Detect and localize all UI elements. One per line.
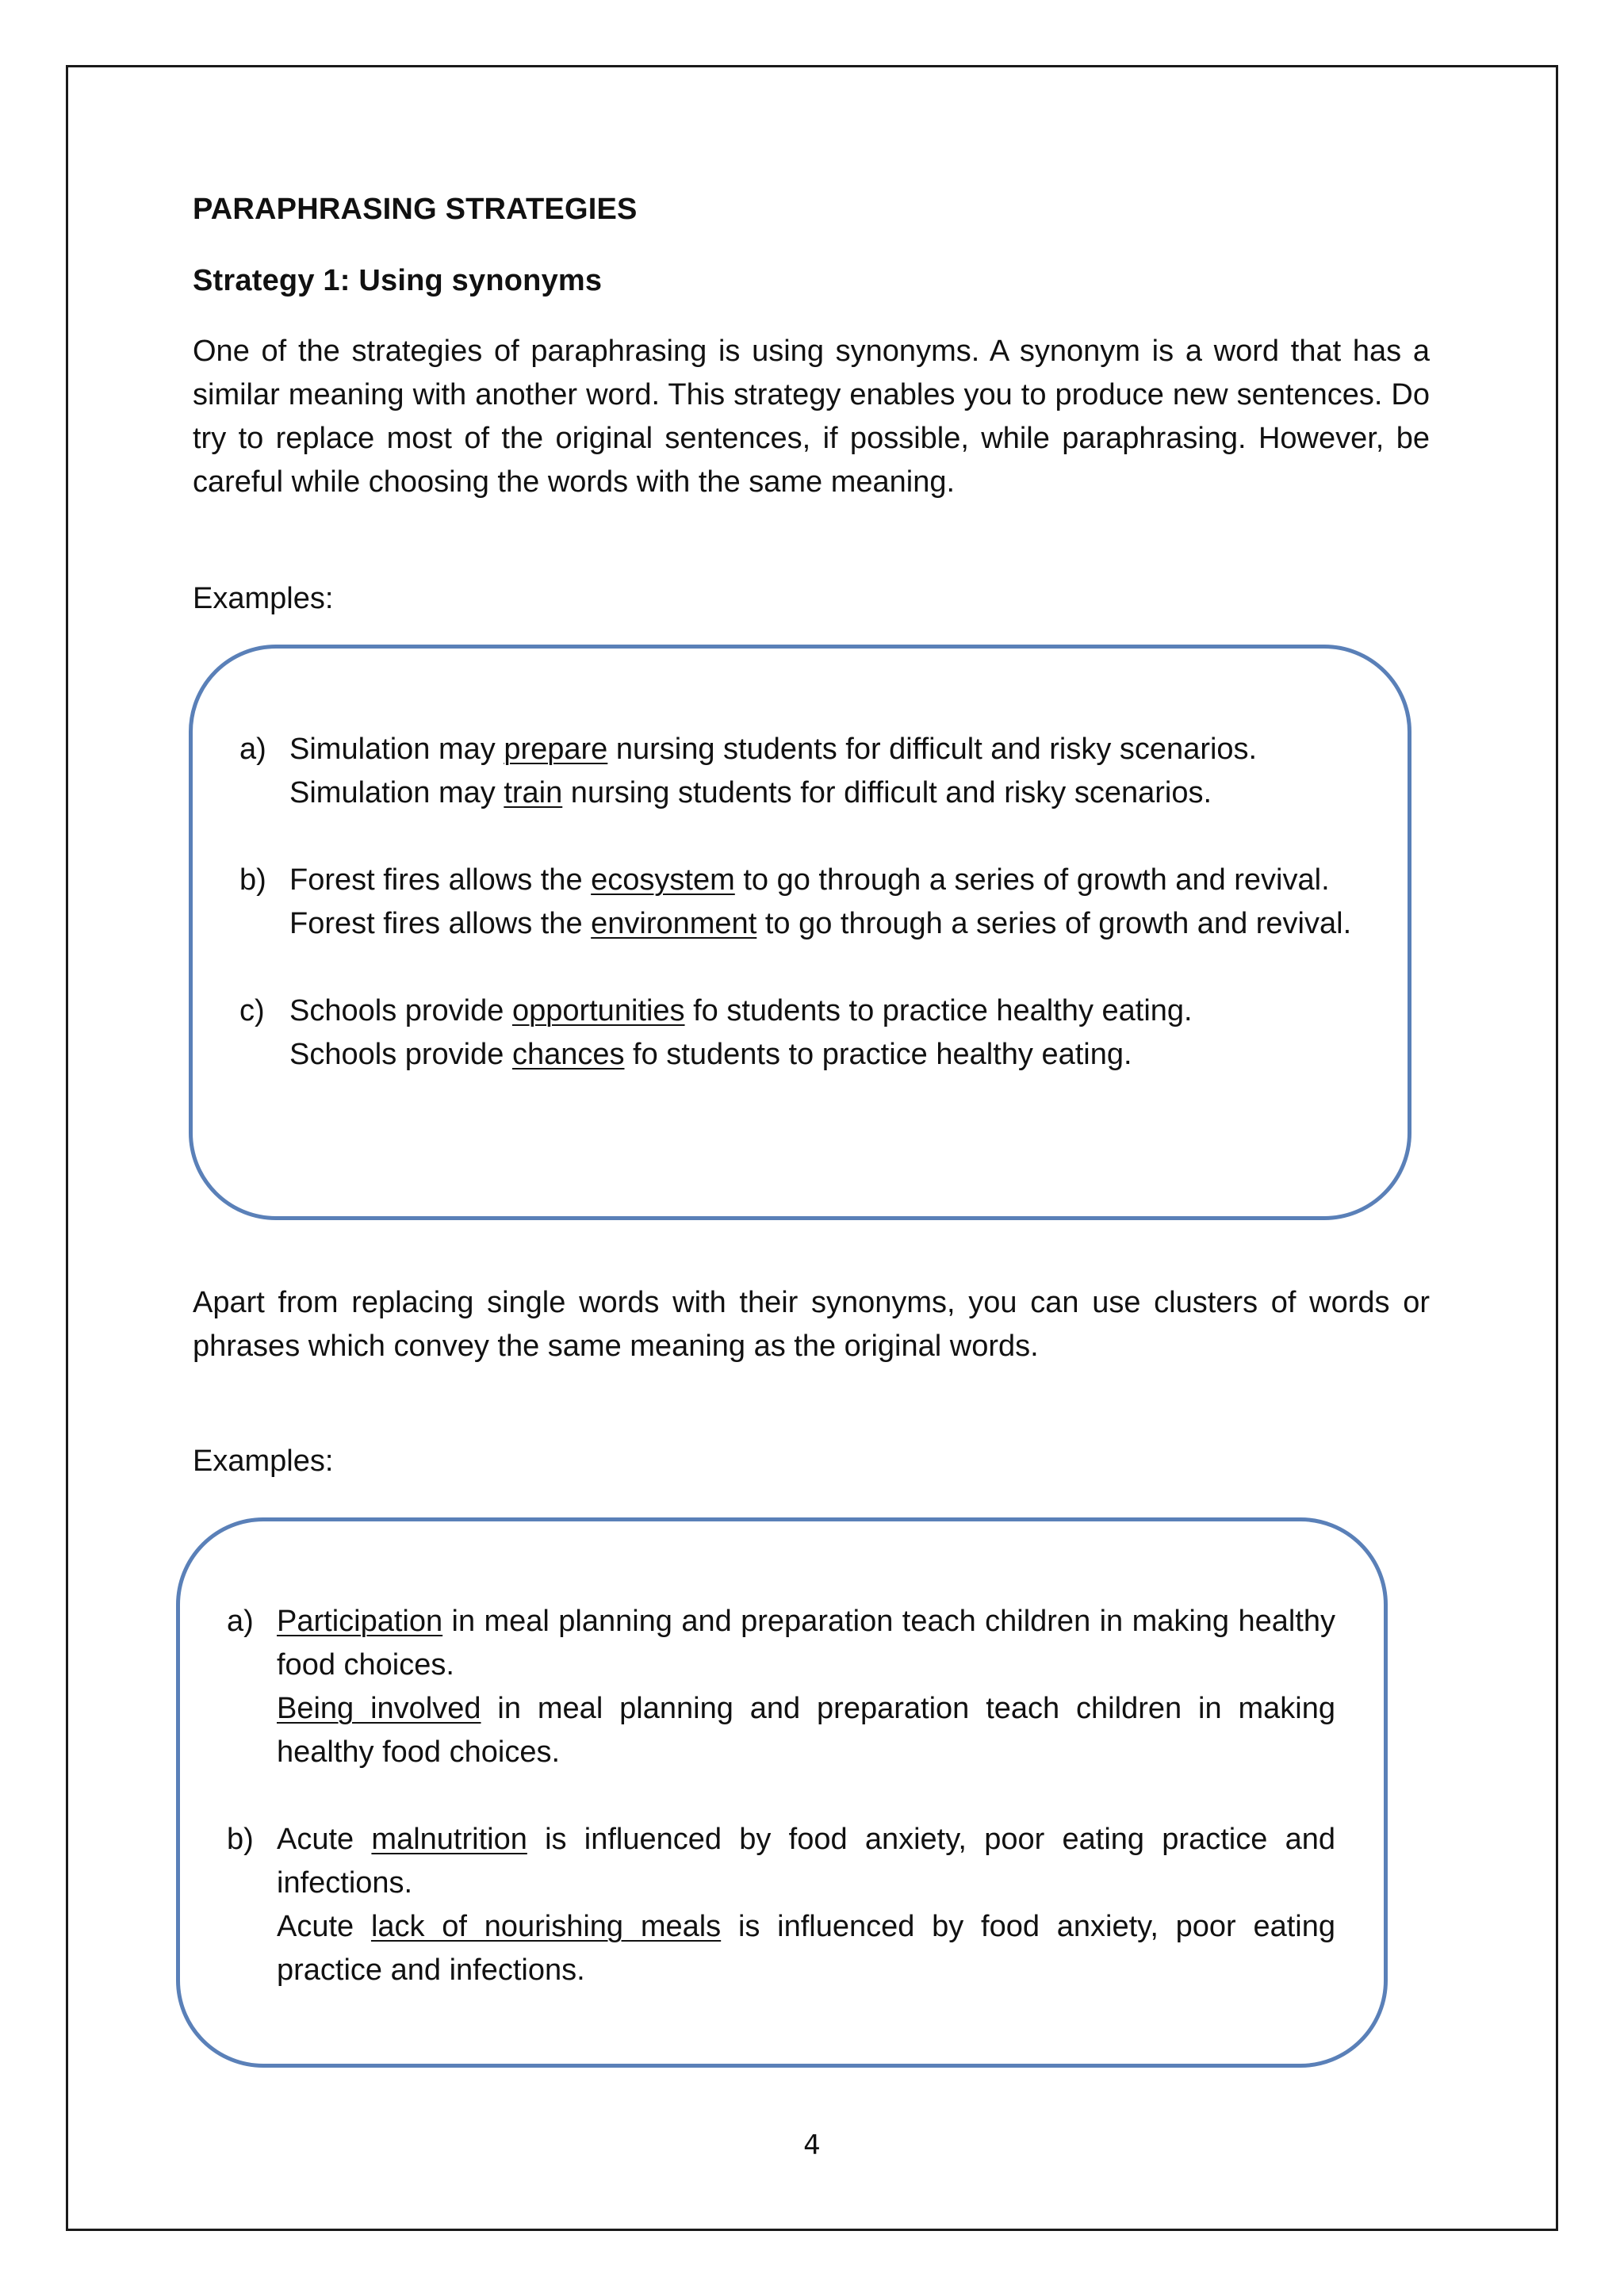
original-sentence: Acute malnutrition is influenced by food anxiety, poor eating practice and infections. — [277, 1823, 1335, 1900]
list-item-letter: b) — [239, 863, 266, 897]
example-list-synonyms — [239, 728, 1359, 1077]
paraphrased-sentence: Simulation may train nursing students for difficult and risky scenarios. — [289, 776, 1212, 809]
example-list-phrases — [227, 1600, 1335, 1992]
list-item — [227, 1818, 1335, 1992]
paraphrased-sentence: Schools provide chances fo students to practice healthy eating. — [289, 1038, 1132, 1071]
list-item — [239, 859, 1359, 946]
phrase-replacement: lack of nourishing meals — [370, 1910, 722, 1943]
paraphrased-sentence: Forest fires allows the environment to go through a series of growth and revival. — [289, 907, 1352, 940]
list-item-letter: c) — [239, 994, 265, 1027]
paraphrased-sentence: Acute lack of nourishing meals is influenced by food anxiety, poor eating practice and infections. — [277, 1910, 1335, 1987]
list-item-letter: b) — [227, 1823, 254, 1856]
synonym-word: train — [504, 776, 563, 809]
list-item — [239, 728, 1359, 815]
intro-paragraph: One of the strategies of paraphrasing is using synonyms. A synonym is a word that has a similar meaning with another word. This strategy enables you to produce new sentences. Do try to replace most of the original sentences, if possible, while paraphrasing. However, be careful while choosing the words with the same meaning. — [193, 335, 1430, 499]
original-sentence: Forest fires allows the ecosystem to go through a series of growth and revival. — [289, 863, 1330, 897]
list-item — [239, 989, 1359, 1077]
original-word: Participation — [277, 1605, 443, 1638]
original-sentence: Simulation may prepare nursing students for difficult and risky scenarios. — [289, 733, 1258, 766]
original-word: ecosystem — [591, 863, 735, 897]
examples-label: Examples: — [193, 582, 334, 615]
synonym-word: environment — [591, 907, 757, 940]
original-sentence: Participation in meal planning and preparation teach children in making healthy food choices. — [277, 1605, 1335, 1682]
original-word: prepare — [504, 733, 608, 766]
strategy-heading: Strategy 1: Using synonyms — [193, 264, 603, 297]
page-number: 4 — [803, 2130, 821, 2161]
page-title: PARAPHRASING STRATEGIES — [193, 193, 638, 226]
list-item-letter: a) — [227, 1605, 254, 1638]
paraphrased-sentence: Being involved in meal planning and preparation teach children in making healthy food choices. — [277, 1692, 1335, 1769]
original-sentence: Schools provide opportunities fo students to practice healthy eating. — [289, 994, 1193, 1027]
list-item — [227, 1600, 1335, 1774]
original-word: opportunities — [511, 994, 685, 1027]
phrase-replacement: Being involved — [277, 1692, 481, 1725]
original-word: malnutrition — [371, 1823, 527, 1856]
synonym-word: chances — [511, 1038, 625, 1071]
examples-label: Examples: — [193, 1445, 334, 1478]
middle-paragraph: Apart from replacing single words with their synonyms, you can use clusters of words or phrases which convey the same meaning as the original words. — [193, 1286, 1430, 1363]
list-item-letter: a) — [239, 733, 266, 766]
